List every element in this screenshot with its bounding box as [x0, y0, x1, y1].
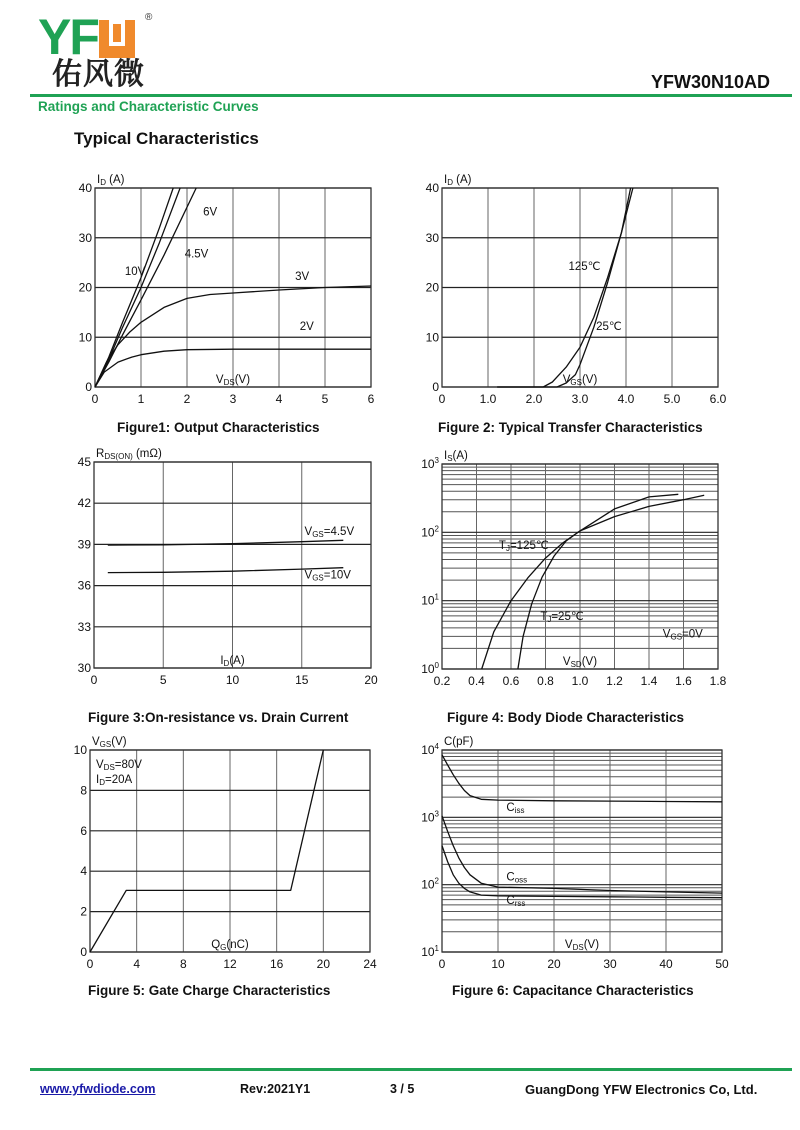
curve-label: TJ=125℃	[498, 540, 549, 554]
page-title: Typical Characteristics	[74, 129, 259, 148]
y-tick-label: 40	[78, 181, 92, 195]
x-tick-label: 3.0	[571, 392, 589, 406]
x-tick-label: 16	[269, 957, 284, 971]
x-tick-label: 0.4	[468, 674, 485, 688]
y-axis-label: RDS(ON) (mΩ)	[96, 448, 162, 461]
y-tick-label: 0	[85, 380, 92, 394]
y-tick-label: $10^0$	[421, 661, 439, 676]
y-tick-label: 33	[77, 619, 91, 634]
y-tick-label: 40	[425, 181, 439, 195]
y-axis-label: ID (A)	[97, 174, 125, 187]
figure-2-caption: Figure 2: Typical Transfer Characteristics	[438, 420, 703, 435]
company-name: GuangDong YFW Electronics Co, Ltd.	[525, 1082, 758, 1097]
y-tick-label: $10^2$	[421, 524, 439, 540]
y-tick-label: 0	[80, 945, 87, 959]
y-tick-label: 30	[77, 661, 91, 675]
plot-frame	[442, 750, 722, 952]
y-tick-label: $10^3$	[421, 809, 439, 825]
website-link[interactable]: www.yfwdiode.com	[40, 1082, 156, 1096]
y-axis-label: C(pF)	[444, 736, 474, 748]
x-tick-label: 4	[275, 392, 283, 406]
curve-label: VGS=4.5V	[304, 525, 355, 539]
x-tick-label: 0	[90, 673, 98, 687]
y-tick-label: 10	[73, 743, 87, 757]
y-tick-label: 36	[77, 578, 91, 593]
curve-label: 2V	[299, 320, 314, 333]
condition-annotation: ID=20A	[96, 774, 133, 787]
figure-3-caption: Figure 3:On-resistance vs. Drain Current	[88, 710, 349, 725]
y-tick-label: 42	[77, 496, 91, 511]
curve-label: TJ=25℃	[540, 611, 584, 625]
x-axis-label: VDS(V)	[215, 374, 251, 387]
x-tick-label: 20	[364, 673, 378, 687]
x-tick-label: 0	[438, 392, 446, 406]
x-tick-label: 1.6	[675, 674, 692, 688]
x-tick-label: 15	[295, 673, 309, 687]
y-tick-label: 4	[80, 864, 87, 879]
x-axis-label: VSD(V)	[562, 656, 598, 669]
x-tick-label: 4.0	[617, 392, 635, 406]
x-tick-label: 8	[179, 957, 187, 971]
registered-mark: ®	[145, 12, 153, 23]
curve-label: 10V	[124, 266, 146, 279]
x-tick-label: 0	[91, 392, 99, 406]
x-tick-label: 30	[603, 957, 617, 971]
x-tick-label: 0.2	[433, 674, 451, 688]
x-tick-label: 1.0	[479, 392, 497, 406]
x-tick-label: 1.8	[709, 674, 727, 688]
x-axis-label: VDS(V)	[564, 939, 600, 952]
x-tick-label: 2.0	[525, 392, 543, 406]
x-tick-label: 0	[86, 957, 94, 971]
x-tick-label: 1	[137, 392, 145, 406]
y-tick-label: $10^1$	[421, 944, 439, 959]
curve-label: VGS=10V	[304, 569, 351, 583]
x-tick-label: 6	[367, 392, 375, 406]
y-tick-label: 39	[77, 537, 91, 552]
y-tick-label: $10^4$	[421, 742, 439, 757]
x-tick-label: 0	[438, 957, 446, 971]
figure-4-caption: Figure 4: Body Diode Characteristics	[447, 710, 685, 725]
x-tick-label: 1.4	[640, 674, 658, 688]
curve-label: Crss	[506, 894, 526, 908]
x-tick-label: 12	[223, 957, 237, 971]
curve-label: 6V	[203, 206, 218, 219]
x-tick-label: 1.0	[571, 674, 589, 688]
revision: Rev:2021Y1	[240, 1082, 311, 1096]
y-tick-label: 20	[425, 280, 439, 295]
x-axis-label: QG(nC)	[211, 939, 249, 952]
x-tick-label: 1.2	[606, 674, 623, 688]
logo-latin: YF	[38, 9, 98, 65]
logo-chinese: 佑风微	[52, 57, 145, 92]
curve-label: 125℃	[568, 261, 601, 274]
y-axis-label: IS(A)	[444, 450, 468, 463]
y-tick-label: 30	[78, 230, 92, 245]
x-tick-label: 40	[659, 957, 673, 971]
x-tick-label: 2	[183, 392, 191, 406]
curve-label: Coss	[506, 871, 528, 885]
y-tick-label: 10	[78, 330, 92, 345]
curve-label: 4.5V	[184, 248, 209, 261]
y-tick-label: 6	[80, 823, 87, 838]
x-tick-label: 5	[159, 673, 167, 687]
x-tick-label: 6.0	[709, 392, 727, 406]
y-tick-label: 8	[80, 783, 87, 798]
x-tick-label: 10	[225, 673, 240, 687]
x-tick-label: 0.8	[537, 674, 554, 688]
curve-label: VGS=0V	[662, 628, 703, 642]
figure-5-caption: Figure 5: Gate Charge Characteristics	[88, 983, 331, 998]
x-axis-label: ID(A)	[220, 655, 245, 668]
x-tick-label: 0.6	[502, 674, 520, 688]
figure-6-caption: Figure 6: Capacitance Characteristics	[452, 983, 694, 998]
part-number: YFW30N10AD	[650, 72, 770, 92]
y-tick-label: $10^1$	[421, 592, 439, 608]
y-axis-label: VGS(V)	[92, 736, 127, 749]
x-tick-label: 24	[363, 957, 377, 971]
x-axis-label: VGS(V)	[562, 374, 598, 387]
page-number: 3 / 5	[390, 1082, 415, 1096]
y-tick-label: 20	[78, 280, 92, 295]
x-tick-label: 50	[715, 957, 729, 971]
y-tick-label: $10^3$	[421, 456, 439, 471]
section-title: Ratings and Characteristic Curves	[38, 99, 259, 114]
y-tick-label: 2	[80, 904, 87, 919]
curve-label: 3V	[295, 271, 310, 284]
footer-divider	[30, 1068, 792, 1071]
y-tick-label: 10	[425, 330, 439, 345]
series-line-Ciss	[442, 755, 722, 802]
y-tick-label: $10^2$	[421, 876, 439, 892]
y-tick-label: 30	[425, 230, 439, 245]
x-tick-label: 20	[316, 957, 331, 971]
y-axis-label: ID (A)	[444, 174, 472, 187]
y-tick-label: 0	[432, 380, 439, 394]
x-tick-label: 5	[321, 392, 329, 406]
curve-label: 25℃	[596, 320, 622, 333]
figure-1-caption: Figure1: Output Characteristics	[117, 420, 320, 435]
x-tick-label: 5.0	[663, 392, 681, 406]
condition-annotation: VDS=80V	[96, 759, 142, 772]
x-tick-label: 20	[547, 957, 561, 971]
x-tick-label: 4	[133, 957, 141, 971]
x-tick-label: 3	[229, 392, 237, 406]
curve-label: Ciss	[506, 801, 525, 815]
x-tick-label: 10	[491, 957, 505, 971]
y-tick-label: 45	[77, 455, 91, 469]
